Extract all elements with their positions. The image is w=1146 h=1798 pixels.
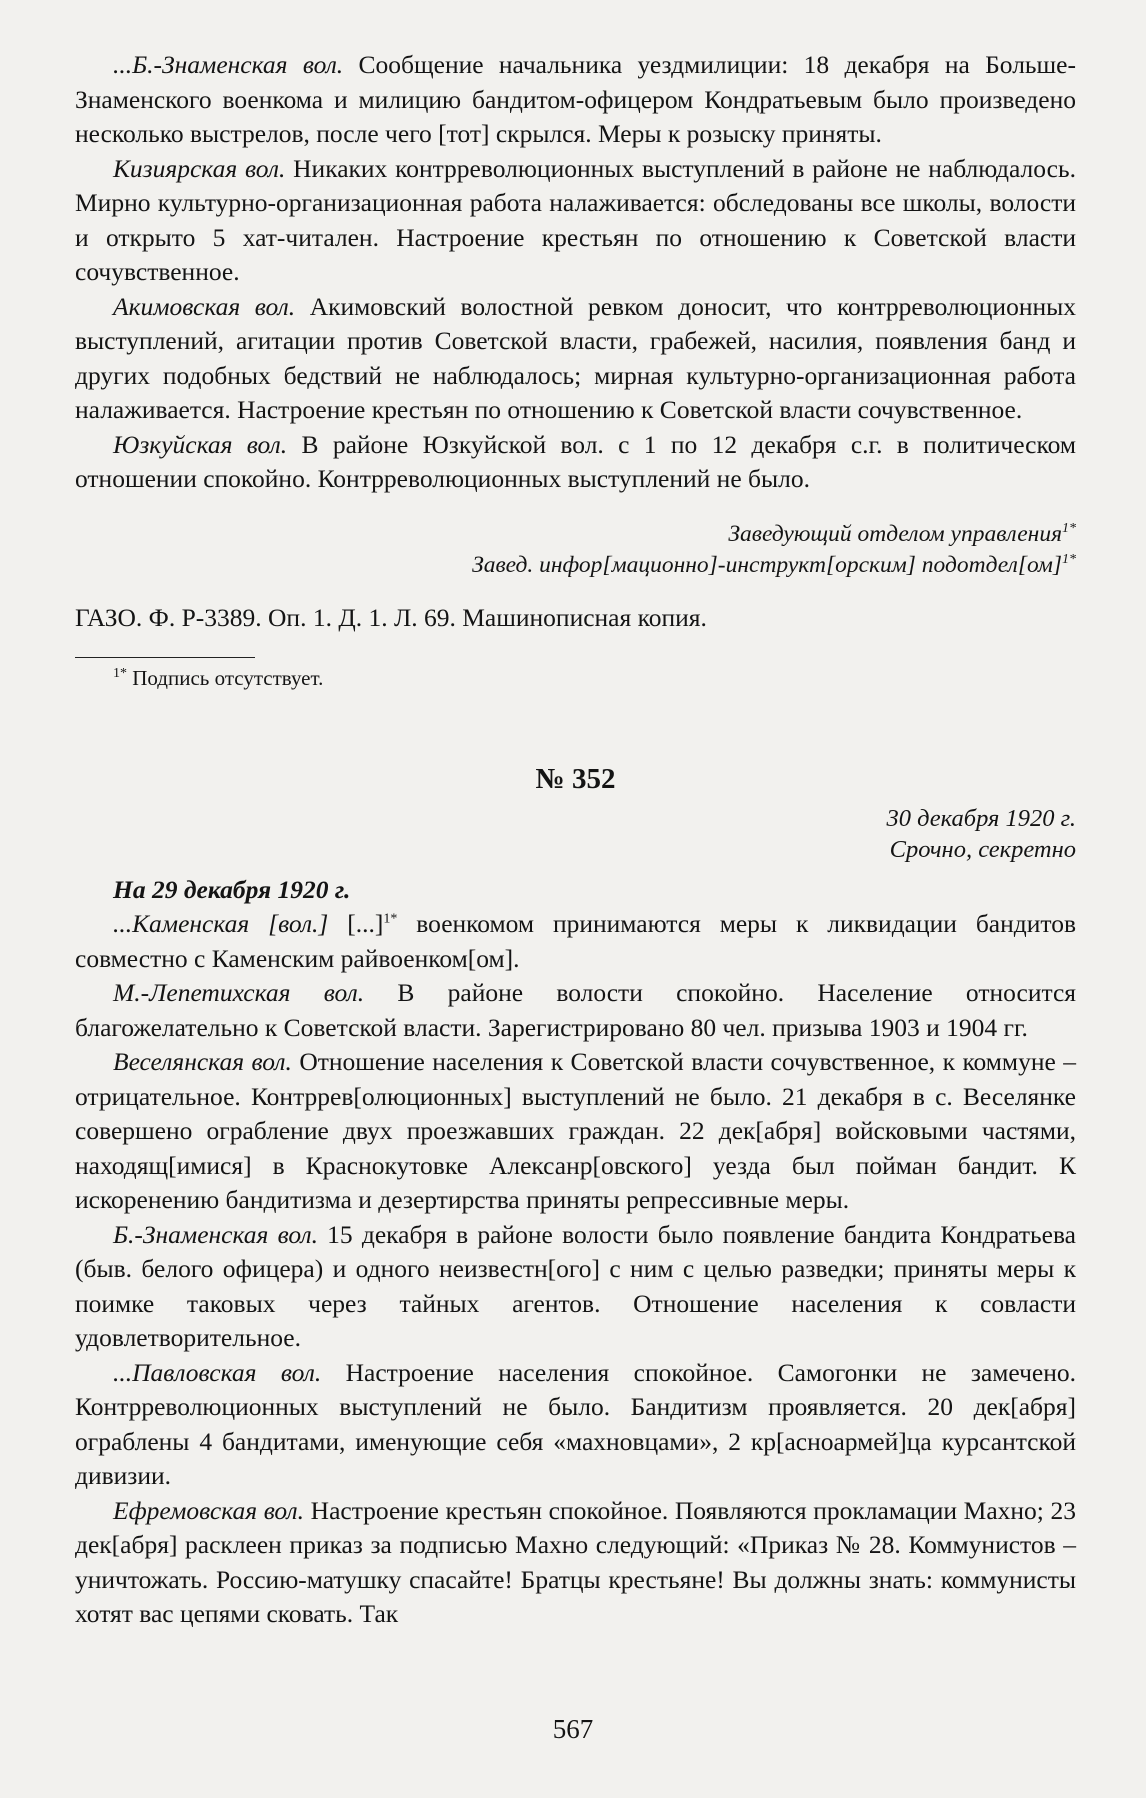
document-date: 30 декабря 1920 г.: [886, 804, 1076, 832]
document-number: № 352: [535, 763, 616, 795]
paragraph-lead: Веселянская вол.: [113, 1047, 292, 1076]
paragraph-kiziyarskaya: [75, 152, 1076, 290]
paragraph-yuzkuyskaya: [75, 428, 1076, 497]
paragraph-text: Сообщение начальника уездмилиции: 18 декабря на Больше-Знаменского военкома и милицию бандитом-офицером Кондратьевым было произведено несколько выстрелов, после чего [тот] скрылся. Меры к розыску приняты.: [75, 50, 1076, 148]
footnote-divider: [75, 657, 255, 658]
signature-line-2: [75, 550, 1076, 581]
footnote-ref: 1*: [1062, 551, 1076, 567]
footnote-mark: 1*: [113, 666, 127, 681]
footnote: [75, 664, 1076, 692]
paragraph-akimovskaya: [75, 290, 1076, 428]
signature-text: Завед. инфор[мационно]-инструкт[орским] подотдел[ом]: [472, 551, 1062, 578]
paragraph-lead: Акимовская вол.: [113, 291, 296, 321]
paragraph-lead: Б.-Знаменская вол.: [113, 1219, 318, 1249]
paragraph-lead: Юзкуйская вол.: [113, 429, 288, 459]
paragraph-veselyanskaya: [75, 1045, 1076, 1218]
page-number: 567: [552, 1714, 594, 1744]
paragraph-lead: М.-Лепетихская вол.: [113, 978, 365, 1007]
paragraph-efremovskaya: [75, 1494, 1076, 1632]
paragraph-lead: ...Каменская [вол.]: [113, 909, 329, 938]
paragraph-b-znamenskaya-2: [75, 1218, 1076, 1356]
paragraph-text: Отношение населения к Советской власти сочувственное, к коммуне – отрицательное. Контррев[олюционных] выступлений не было. 21 декабря в с. Веселянке совершено ограбление двух проезжавших граждан. 22 дек[абря] войсковыми частями, находящ[имися] в Краснокутовке Алексанр[овского] уезда был пойман бандит. К искоренению бандитизма и дезертирства приняты репрессивные меры.: [75, 1047, 1076, 1214]
paragraph-kamenskaya: [75, 907, 1076, 976]
footnote-ref: 1*: [383, 911, 398, 927]
paragraph-m-lepetikhskaya: [75, 976, 1076, 1045]
paragraph-text: военкомом принимаются меры к ликвидации бандитов совместно с Каменским райвоенком[ом].: [75, 909, 1076, 973]
paragraph-text: Акимовский волостной ревком доносит, что контрреволюционных выступлений, агитации против Советской власти, грабежей, насилия, появления банд и других подобных бедствий не наблюдалось; мирная культурно-организационная работа налаживается. Настроение крестьян по отношению к Советской власти сочувственное.: [75, 291, 1076, 424]
archive-source: ГАЗО. Ф. Р-3389. Оп. 1. Д. 1. Л. 69. Машинописная копия.: [75, 602, 707, 632]
footnote-text: Подпись отсутствует.: [132, 666, 324, 690]
paragraph-omission: [...]: [328, 909, 384, 938]
signature-line-1: [75, 519, 1076, 550]
paragraph-b-znamenskaya-1: [75, 48, 1076, 152]
section-heading: На 29 декабря 1920 г.: [113, 874, 351, 904]
paragraph-text: Никаких контрреволюционных выступлений в районе не наблюдалось. Мирно культурно-организационная работа налаживается: обследованы все школы, волости и открыто 5 хат-читален. Настроение крестьян по отношению к Советской власти сочувственное.: [75, 153, 1076, 286]
paragraph-lead: Ефремовская вол.: [113, 1495, 305, 1525]
paragraph-text: В районе волости спокойно. Население относится благожелательно к Советской власти. Зарегистрировано 80 чел. призыва 1903 и 1904 гг.: [75, 978, 1076, 1042]
signature-text: Заведующий отделом управления: [728, 520, 1062, 547]
paragraph-text: Настроение населения спокойное. Самогонки не замечено. Контрреволюционных выступлений не было. Бандитизм проявляется. 20 дек[абря] ограблены 4 бандитами, именующие себя «махновцами», 2 кр[асноармей]ца курсантской дивизии.: [75, 1357, 1076, 1490]
paragraph-lead: Кизиярская вол.: [113, 153, 286, 183]
footnote-ref: 1*: [1062, 520, 1076, 536]
paragraph-text: Настроение крестьян спокойное. Появляются прокламации Махно; 23 дек[абря] расклеен приказ за подписью Махно следующий: «Приказ № 28. Коммунистов – уничтожать. Россию-матушку спасайте! Братцы крестьяне! Вы должны знать: коммунисты хотят вас цепями сковать. Так: [75, 1495, 1077, 1628]
document-classification: Срочно, секретно: [889, 835, 1076, 863]
paragraph-lead: ...Б.-Знаменская вол.: [113, 50, 344, 79]
paragraph-text: В районе Юзкуйской вол. с 1 по 12 декабря с.г. в политическом отношении спокойно. Контрреволюционных выступлений не было.: [75, 429, 1076, 493]
paragraph-pavlovskaya: [75, 1356, 1076, 1494]
paragraph-lead: ...Павловская вол.: [113, 1357, 322, 1387]
paragraph-text: 15 декабря в районе волости было появление бандита Кондратьева (быв. белого офицера) и одного неизвестн[ого] с ним с целью разведки; приняты меры к поимке таковых через тайных агентов. Отношение населения к совласти удовлетворительное.: [75, 1219, 1076, 1352]
